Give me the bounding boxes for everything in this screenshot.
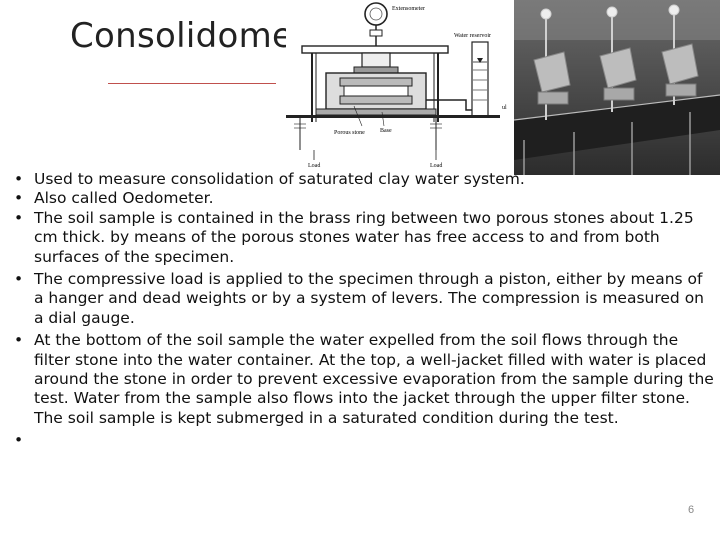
bullet-marker: • <box>14 170 24 188</box>
bullet-text: At the bottom of the soil sample the water expelled from the soil flows through the filter stone into the water container. At the top, a well-jacket filled with water is placed around the stone in order to prevent excessive evaporation from the sample during the test. Water from the sample also flows into the jacket through the upper filter stone. The soil sample is kept submerged in a saturated condition during the test. <box>34 331 714 427</box>
page-number: 6 <box>688 504 695 516</box>
bullet-text: Used to measure consolidation of saturated clay water system. <box>34 170 525 188</box>
dial-gauge <box>365 3 387 25</box>
label-water-reservoir: Water reservoir <box>454 33 491 39</box>
label-porous-stone: Porous stone <box>334 130 365 136</box>
list-item <box>14 331 714 428</box>
apparatus-photo <box>514 0 720 175</box>
bullet-marker: • <box>14 431 24 450</box>
bullet-text: The compressive load is applied to the specimen through a piston, either by means of a hanger and dead weights or by a system of levers. The compression is measured on a dial gauge. <box>34 270 705 327</box>
porous-stone-top <box>340 78 412 86</box>
bullet-marker: • <box>14 270 24 289</box>
bullet-marker: • <box>14 331 24 350</box>
base-plate <box>316 109 436 115</box>
list-item <box>14 270 714 328</box>
list-item <box>14 209 714 267</box>
bullet-marker: • <box>14 208 24 227</box>
label-load-left: Load <box>308 163 321 169</box>
slide-title: Consolidome <box>70 16 294 56</box>
list-item <box>14 170 714 189</box>
list-item <box>14 189 714 208</box>
bullet-text: Also called Oedometer. <box>34 189 214 208</box>
bullet-text: The soil sample is contained in the brass ring between two porous stones about 1.25 cm thick. by means of the porous stones water has free access to and from both surfaces of the specimen. <box>34 208 694 266</box>
consolidometer-diagram <box>286 0 516 172</box>
label-base: Base <box>380 128 392 134</box>
label-side-mark: ul <box>502 105 507 111</box>
label-extensometer: Extensometer <box>392 6 425 12</box>
bullet-list <box>14 170 714 450</box>
label-load-right: Load <box>430 163 443 169</box>
porous-stone-bottom <box>340 96 412 104</box>
soil-specimen <box>344 86 408 96</box>
title-underline <box>108 83 276 84</box>
water-reservoir <box>472 42 488 116</box>
bullet-marker: • <box>14 189 24 208</box>
crossbar <box>302 46 448 53</box>
